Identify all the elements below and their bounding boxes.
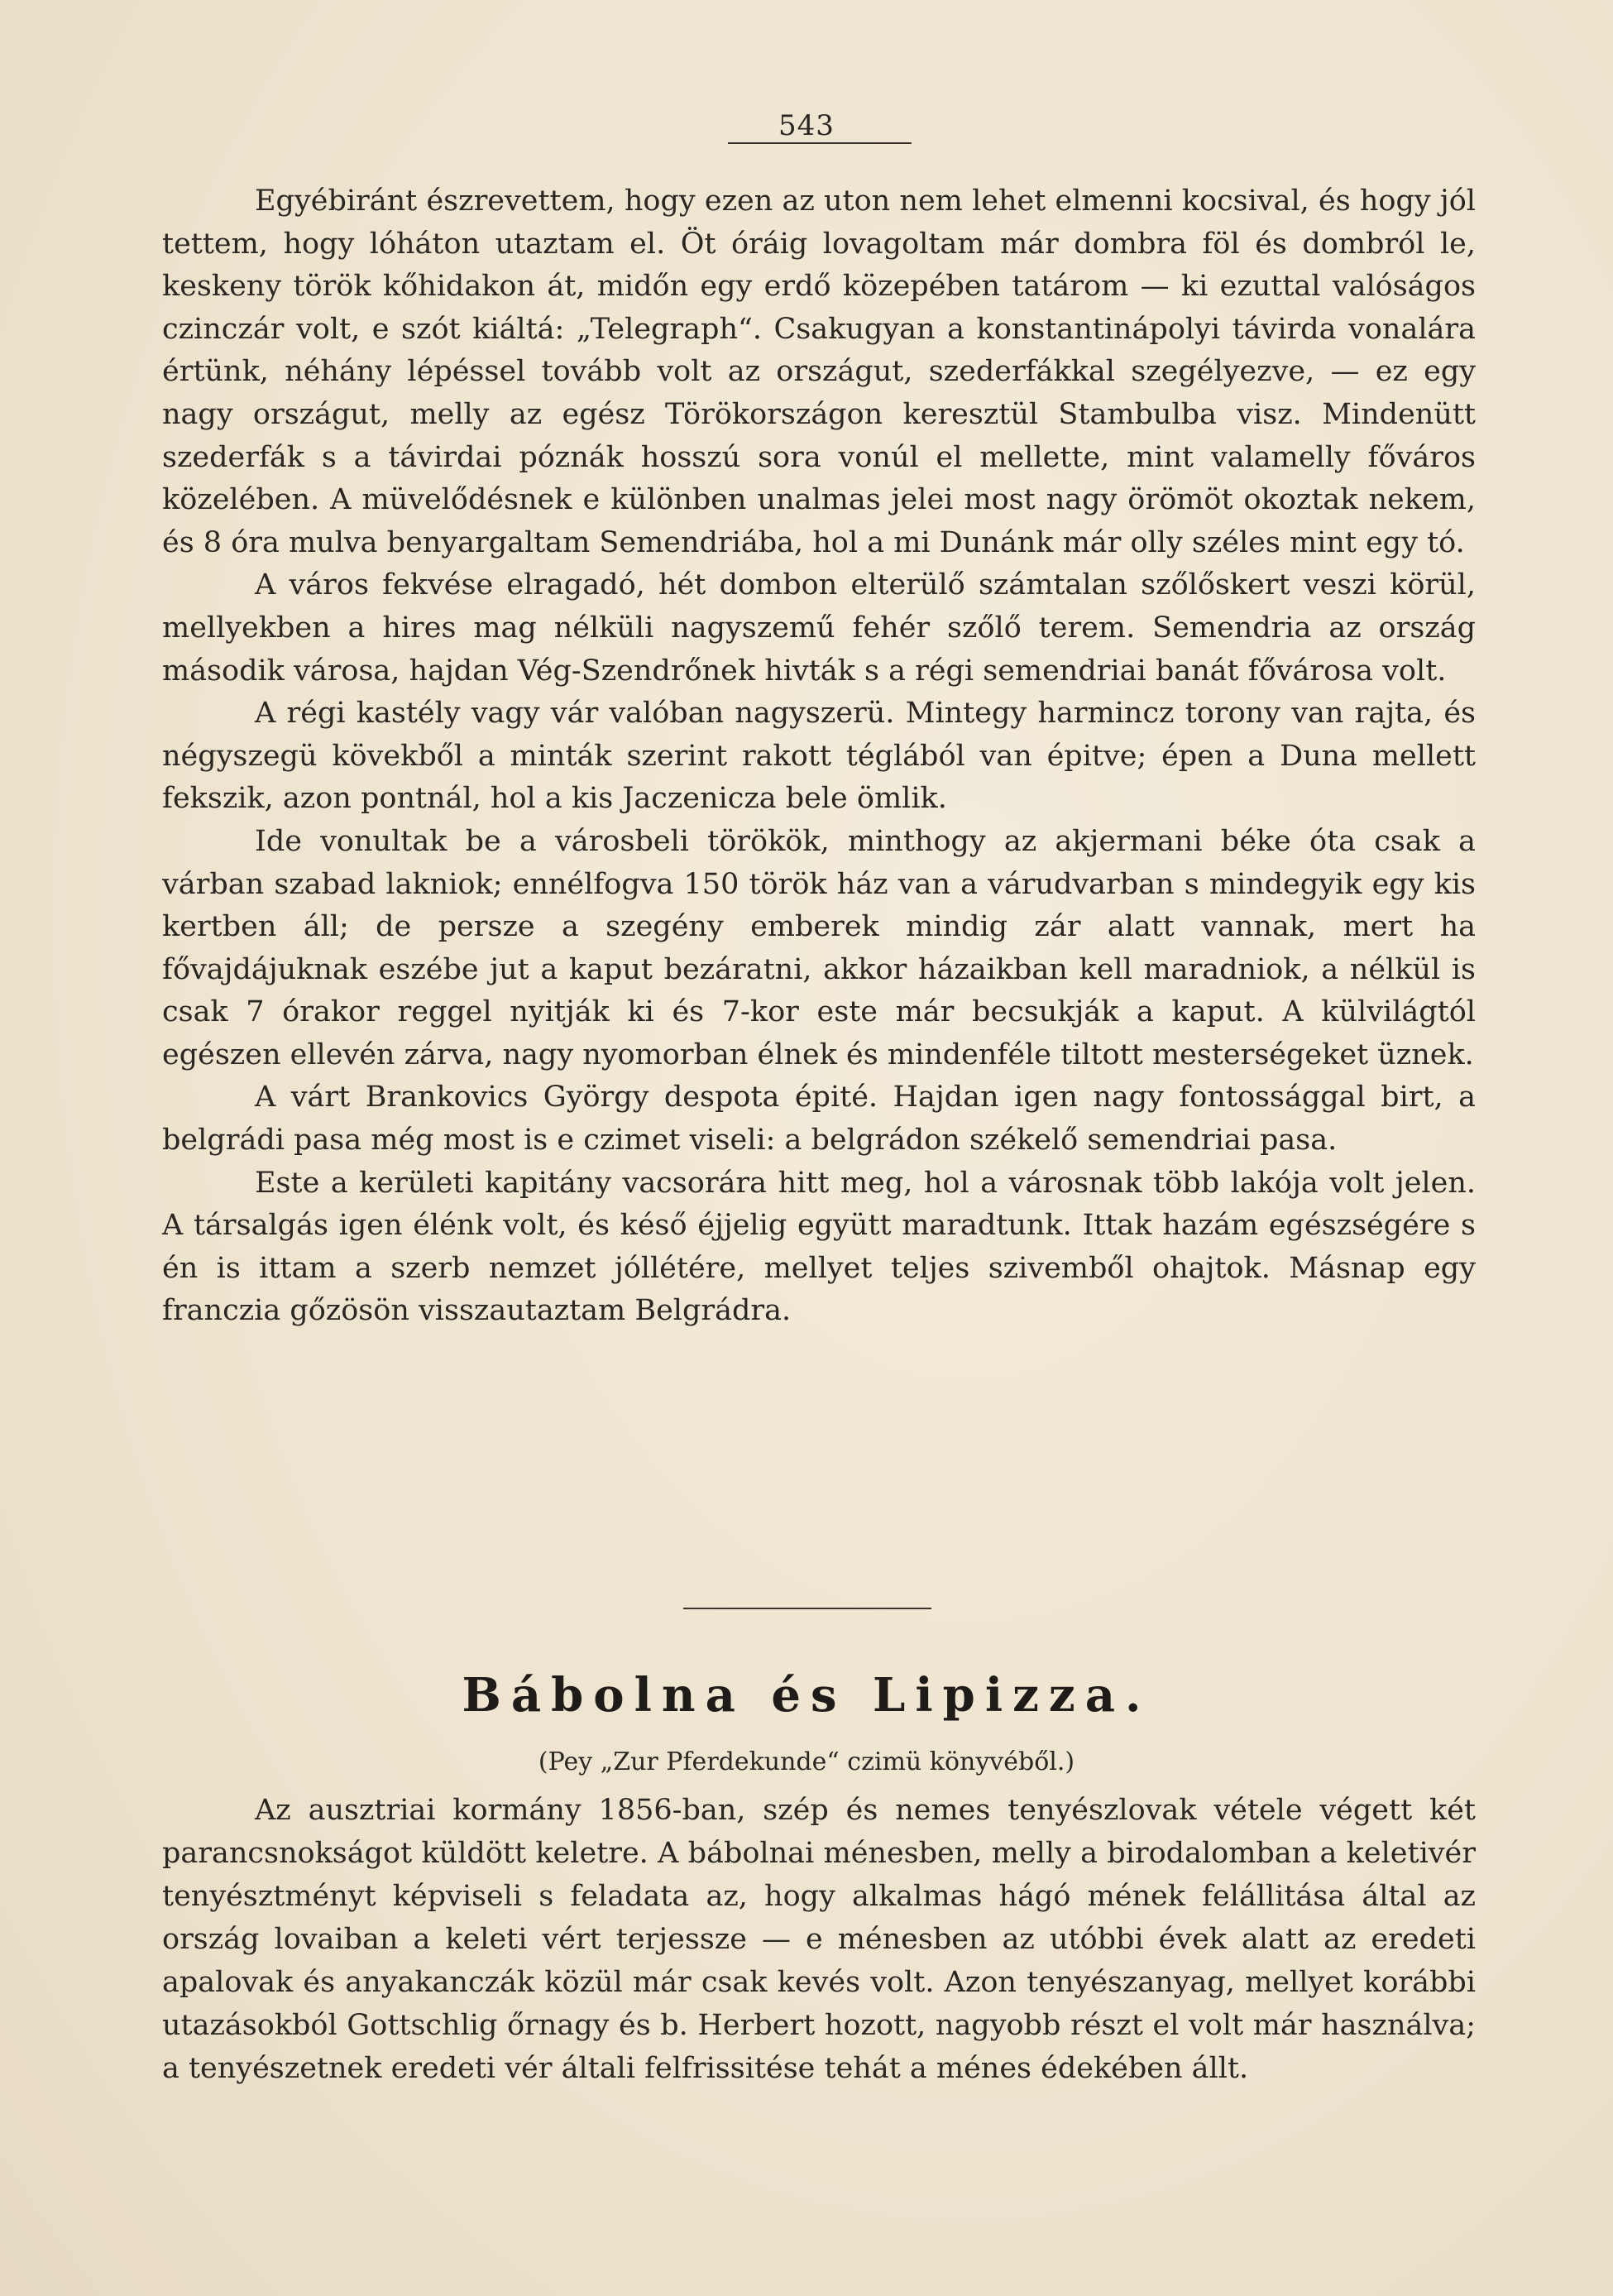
header-rule xyxy=(728,142,912,144)
paragraph: A város fekvése elragadó, hét dombon elterülő számtalan szőlőskert veszi körül, mellyekben a hires mag nélküli nagyszemű fehér szőlő terem. Semendria az ország második városa, hajdan Vég-Szendrőnek hivták s a régi semendriai banát fővárosa volt. xyxy=(162,568,1476,688)
paragraph: Az ausztriai kormány 1856-ban, szép és nemes tenyészlovak vétele végett két parancsnokságot küldött keletre. A bábolnai ménesben, melly a birodalomban a keletivér tenyésztményt képviseli s feladata az, hogy alkalmas hágó mének felállitása által az ország lovaiban a keleti vért terjessze — e ménesben az utóbbi évek alatt az eredeti apalovak és anyakanczák közül már csak kevés volt. Azon tenyészanyag, mellyet korábbi utazásokból Gottschlig őrnagy és b. Herbert hozott, nagyobb részt el volt már használva; a tenyészetnek eredeti vér általi felfrissitése tehát a ménes édekében állt. xyxy=(162,1794,1476,2085)
page-number: 543 xyxy=(778,109,835,142)
paragraph: Egyébiránt észrevettem, hogy ezen az uton nem lehet elmenni kocsival, és hogy jól tettem, hogy lóháton utaztam el. Öt óráig lovagoltam már dombra föl és dombról le, keskeny török kőhidakon át, midőn egy erdő közepében tatárom — ki ezuttal valóságos czinczár volt, e szót kiáltá: „Telegraph“. Csakugyan a konstantinápolyi távirda vonalára értünk, néhány lépéssel tovább volt az országut, szederfákkal szegélyezve, — ez egy nagy országut, melly az egész Törökországon keresztül Stambulba visz. Mindenütt szederfák s a távirdai póznák hosszú sora vonúl el mellette, mint valamelly főváros közelében. A müvelődésnek e különben unalmas jelei most nagy örömöt okoztak nekem, és 8 óra mulva benyargaltam Semendriába, hol a mi Dunánk már olly széles mint egy tó. xyxy=(162,185,1476,559)
paragraph: Este a kerületi kapitány vacsorára hitt meg, hol a városnak több lakója volt jelen. A társalgás igen élénk volt, és késő éjjelig együtt maradtunk. Ittak hazám egészségére s én is ittam a szerb nemzet jóllétére, mellyet teljes szivemből ohajtok. Másnap egy franczia gőzösön visszautaztam Belgrádra. xyxy=(162,1166,1476,1328)
paragraph: Ide vonultak be a városbeli törökök, minthogy az akjermani béke óta csak a várban szabad lakniok; ennélfogva 150 török ház van a várudvarban s mindegyik egy kis kertben áll; de persze a szegény emberek mindig zár alatt vannak, mert ha fővajdájuknak eszébe jut a kaput bezáratni, akkor házaikban kell maradniok, a nélkül is csak 7 órakor reggel nyitják ki és 7-kor este már becsukják a kaput. A külvilágtól egészen ellevén zárva, nagy nyomorban élnek és mindenféle tiltott mesterségeket üznek. xyxy=(162,824,1476,1071)
section-divider xyxy=(683,1608,931,1609)
section-title: Bábolna és Lipizza. xyxy=(462,1668,1151,1723)
paragraph: A várt Brankovics György despota épité. Hajdan igen nagy fontossággal birt, a belgrádi pasa még most is e czimet viseli: a belgrádon székelő semendriai pasa. xyxy=(162,1081,1476,1158)
article-body xyxy=(162,180,1476,1333)
section-body xyxy=(162,1789,1476,2090)
paragraph: A régi kastély vagy vár valóban nagyszerü. Mintegy harmincz torony van rajta, és négyszegü kövekből a minták szerint rakott téglából van épitve; épen a Duna mellett fekszik, azon pontnál, hol a kis Jaczenicza bele ömlik. xyxy=(162,697,1476,816)
section-subtitle: (Pey „Zur Pferdekunde“ czimü könyvéből.) xyxy=(538,1747,1075,1776)
